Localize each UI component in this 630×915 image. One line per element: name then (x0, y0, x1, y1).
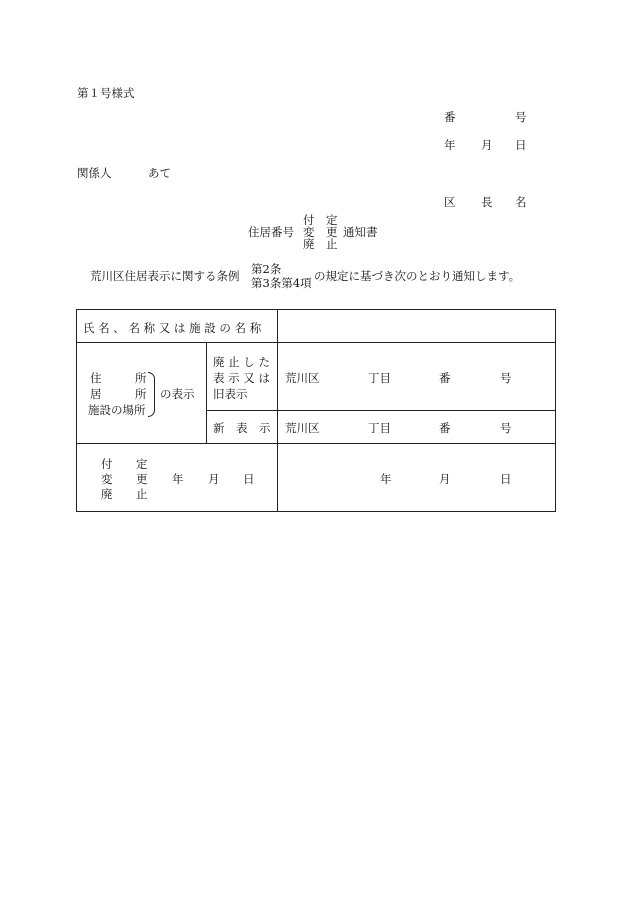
new-label: 新 表 示 (213, 421, 271, 435)
addr-sho2: 所 (135, 387, 147, 401)
day-label: 日 (515, 138, 527, 152)
date-shi: 止 (136, 487, 148, 501)
title-suffix: 通知書 (343, 225, 378, 239)
right-year: 年 (380, 472, 392, 486)
date-day: 日 (243, 472, 255, 486)
number-label: 番 (444, 110, 456, 124)
title-prefix: 住居番号 (248, 225, 294, 239)
addr-kyo: 居 (90, 387, 102, 401)
old-label-3: 旧表示 (213, 387, 248, 401)
recipient-label: 関係人 (77, 166, 112, 180)
old-label-2: 表 示 又 は (213, 371, 270, 385)
old-go: 号 (500, 371, 512, 385)
year-label: 年 (444, 138, 456, 152)
body-lead: 荒川区住居表示に関する条例 (90, 269, 240, 283)
new-go: 号 (500, 421, 512, 435)
title-option-shi: 止 (326, 237, 338, 251)
new-ward: 荒川区 (285, 421, 320, 435)
article-a: 第2条 (251, 262, 282, 276)
title-option-hen: 変 (303, 225, 315, 239)
number-suffix: 号 (515, 110, 527, 124)
title-option-hai: 廃 (303, 237, 315, 251)
new-chome: 丁目 (368, 421, 391, 435)
addr-ju: 住 (90, 371, 102, 385)
old-ward: 荒川区 (285, 371, 320, 385)
date-year: 年 (172, 472, 184, 486)
addr-sho1: 所 (135, 371, 147, 385)
title-option-tei: 定 (326, 213, 338, 227)
article-b: 第3条第4項 (251, 276, 312, 290)
body-tail: の規定に基づき次のとおり通知します。 (314, 269, 521, 283)
old-chome: 丁目 (368, 371, 391, 385)
date-hen: 変 (101, 472, 113, 486)
name-label: 名 (515, 195, 527, 209)
date-fu: 付 (101, 457, 113, 471)
title-option-fu: 付 (303, 213, 315, 227)
brace-mark (148, 372, 155, 417)
date-tei: 定 (136, 457, 148, 471)
title-option-ko: 更 (326, 225, 338, 239)
head-label: 長 (481, 195, 493, 209)
addr-shisetsu: 施設の場所 (88, 403, 146, 417)
right-month: 月 (439, 472, 451, 486)
form-number: 第１号様式 (77, 86, 135, 100)
old-ban: 番 (439, 371, 451, 385)
month-label: 月 (481, 138, 493, 152)
addr-display: の表示 (160, 387, 195, 401)
ward-label: 区 (444, 195, 456, 209)
right-day: 日 (500, 472, 512, 486)
date-ko: 更 (136, 472, 148, 486)
new-ban: 番 (439, 421, 451, 435)
date-hai: 廃 (101, 487, 113, 501)
name-cell-label: 氏 名 、 名 称 又 は 施 設 の 名 称 (83, 321, 262, 335)
old-label-1: 廃 止 し た (213, 355, 270, 369)
addressed-to: あて (148, 166, 171, 180)
date-month: 月 (208, 472, 220, 486)
